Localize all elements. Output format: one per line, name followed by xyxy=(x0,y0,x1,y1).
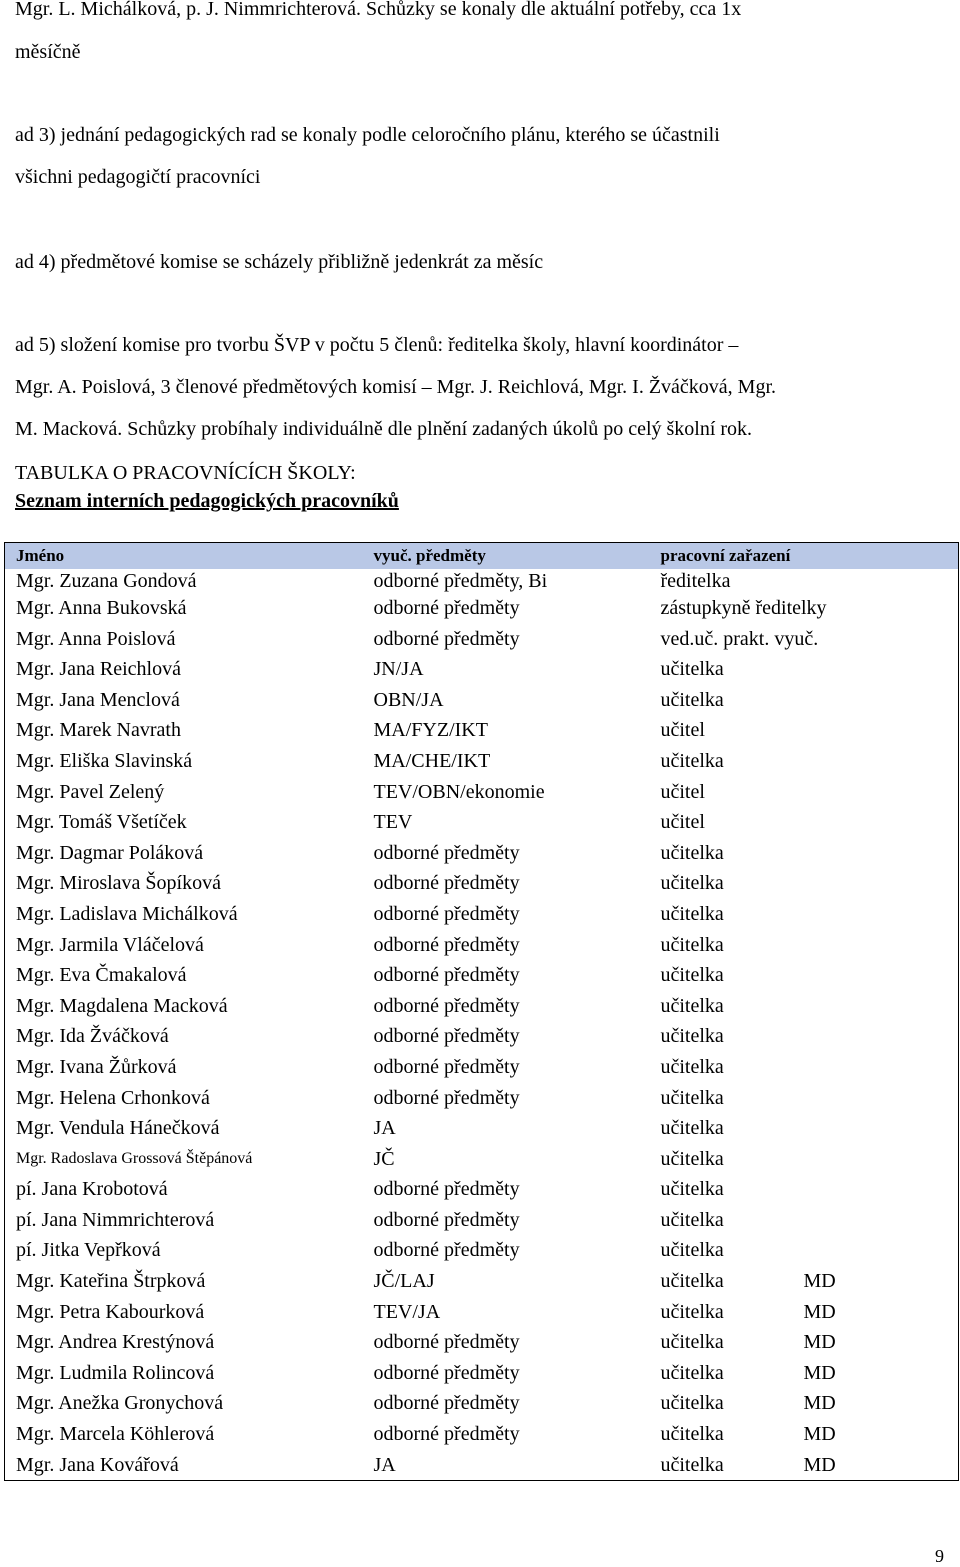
cell-name: Mgr. Tomáš Všetíček xyxy=(16,811,187,834)
cell-name: Mgr. Petra Kabourková xyxy=(16,1300,205,1323)
cell-position: učitelka xyxy=(660,688,724,711)
cell-subjects: odborné předměty xyxy=(373,964,520,987)
column-header-name: Jméno xyxy=(5,543,363,570)
cell-name: Mgr. Pavel Zelený xyxy=(16,780,165,803)
cell-subjects: MA/FYZ/IKT xyxy=(373,719,488,742)
cell-position: učitelka xyxy=(660,749,724,772)
cell-note xyxy=(793,838,959,869)
cell-name: pí. Jana Nimmrichterová xyxy=(16,1208,215,1231)
table-row xyxy=(5,1266,959,1297)
cell-position: ředitelka xyxy=(660,570,731,592)
table-row xyxy=(5,777,959,808)
cell-subjects: odborné předměty xyxy=(373,1086,520,1109)
cell-position: učitelka xyxy=(660,872,724,895)
cell-note xyxy=(793,1113,959,1144)
cell-name: Mgr. Jana Menclová xyxy=(16,688,180,711)
cell-name: Mgr. Ida Žváčková xyxy=(16,1025,169,1048)
cell-position: učitelka xyxy=(660,933,724,956)
page-number: 9 xyxy=(935,1546,944,1566)
table-row xyxy=(5,960,959,991)
cell-position: učitelka xyxy=(660,1392,724,1415)
cell-subjects: odborné předměty xyxy=(373,994,520,1017)
cell-subjects: odborné předměty xyxy=(373,597,520,619)
table-row xyxy=(5,868,959,899)
table-row xyxy=(5,1113,959,1144)
table-body xyxy=(5,569,959,1481)
cell-note xyxy=(793,1052,959,1083)
table-row xyxy=(5,930,959,961)
table-header-row xyxy=(5,543,959,570)
paragraph-line: ad 3) jednání pedagogických rad se konaly podle celoročního plánu, kterého se účastnili xyxy=(15,124,720,146)
cell-subjects: odborné předměty xyxy=(373,1055,520,1078)
cell-position: učitelka xyxy=(660,1361,724,1384)
paragraph-line: Mgr. L. Michálková, p. J. Nimmrichterová. Schůzky se konaly dle aktuální potřeby, cca 1x xyxy=(15,0,742,20)
cell-position: učitelka xyxy=(660,841,724,864)
cell-note xyxy=(793,1083,959,1114)
cell-note xyxy=(793,930,959,961)
table-row xyxy=(5,715,959,746)
cell-subjects: odborné předměty, Bi xyxy=(373,570,548,592)
table-heading xyxy=(15,459,399,515)
cell-note: MD xyxy=(803,1423,836,1446)
cell-note xyxy=(793,1174,959,1205)
cell-position: učitelka xyxy=(660,1300,724,1323)
cell-position: učitelka xyxy=(660,1331,724,1354)
cell-note xyxy=(793,746,959,777)
cell-subjects: odborné předměty xyxy=(373,1239,520,1262)
cell-note: MD xyxy=(803,1300,836,1323)
cell-position: učitelka xyxy=(660,1270,724,1293)
cell-position: učitelka xyxy=(660,1423,724,1446)
cell-position: učitelka xyxy=(660,1117,724,1140)
column-header-note xyxy=(793,543,959,570)
cell-note: MD xyxy=(803,1270,836,1293)
cell-position: učitelka xyxy=(660,1025,724,1048)
cell-name: Mgr. Anežka Gronychová xyxy=(16,1392,224,1415)
column-header-subjects: vyuč. předměty xyxy=(363,543,650,570)
cell-note xyxy=(793,569,959,593)
staff-table xyxy=(4,542,959,1481)
cell-name: Mgr. Jana Reichlová xyxy=(16,658,181,681)
cell-note xyxy=(793,1144,959,1175)
cell-subjects: odborné předměty xyxy=(373,841,520,864)
table-row xyxy=(5,1144,959,1175)
cell-position: učitelka xyxy=(660,1208,724,1231)
cell-name: Mgr. Helena Crhonková xyxy=(16,1086,210,1109)
table-row xyxy=(5,1358,959,1389)
table-row xyxy=(5,1021,959,1052)
cell-name: Mgr. Radoslava Grossová Štěpánová xyxy=(16,1149,253,1167)
cell-name: Mgr. Miroslava Šopíková xyxy=(16,872,221,895)
cell-name: pí. Jana Krobotová xyxy=(16,1178,168,1201)
cell-position: učitelka xyxy=(660,658,724,681)
cell-position: učitelka xyxy=(660,1453,724,1476)
cell-position: učitelka xyxy=(660,1147,724,1170)
cell-note xyxy=(793,685,959,716)
cell-subjects: TEV/OBN/ekonomie xyxy=(373,780,545,803)
cell-subjects: JN/JA xyxy=(373,658,424,681)
table-row xyxy=(5,624,959,655)
cell-subjects: odborné předměty xyxy=(373,1361,520,1384)
cell-subjects: odborné předměty xyxy=(373,1178,520,1201)
paragraph-line: ad 5) složení komise pro tvorbu ŠVP v počtu 5 členů: ředitelka školy, hlavní koordinátor – xyxy=(15,334,739,356)
table-row xyxy=(5,991,959,1022)
cell-position: ved.uč. prakt. vyuč. xyxy=(660,627,819,650)
cell-name: Mgr. Jarmila Vláčelová xyxy=(16,933,204,956)
cell-subjects: OBN/JA xyxy=(373,688,444,711)
cell-position: učitelka xyxy=(660,964,724,987)
cell-subjects: JČ/LAJ xyxy=(373,1270,435,1293)
cell-subjects: odborné předměty xyxy=(373,1423,520,1446)
cell-subjects: odborné předměty xyxy=(373,627,520,650)
cell-name: Mgr. Eva Čmakalová xyxy=(16,964,187,987)
cell-position: učitelka xyxy=(660,1239,724,1262)
table-row xyxy=(5,1052,959,1083)
table-row xyxy=(5,1235,959,1266)
cell-note xyxy=(793,777,959,808)
paragraph-line: Mgr. A. Poislová, 3 členové předmětových komisí – Mgr. J. Reichlová, Mgr. I. Žváčková, Mgr. xyxy=(15,376,777,398)
cell-note xyxy=(793,1021,959,1052)
table-row xyxy=(5,807,959,838)
paragraph-line: měsíčně xyxy=(15,41,81,63)
table-row xyxy=(5,838,959,869)
table-row xyxy=(5,1174,959,1205)
cell-name: Mgr. Vendula Hánečková xyxy=(16,1117,220,1140)
cell-note xyxy=(793,868,959,899)
column-header-position: pracovní zařazení xyxy=(650,543,793,570)
cell-name: Mgr. Jana Kovářová xyxy=(16,1453,179,1476)
cell-note xyxy=(793,991,959,1022)
table-row xyxy=(5,899,959,930)
cell-position: učitelka xyxy=(660,902,724,925)
cell-note: MD xyxy=(803,1331,836,1354)
cell-name: Mgr. Marcela Köhlerová xyxy=(16,1423,215,1446)
cell-name: Mgr. Kateřina Štrpková xyxy=(16,1270,206,1293)
cell-position: zástupkyně ředitelky xyxy=(660,597,827,619)
cell-position: učitelka xyxy=(660,994,724,1017)
cell-name: Mgr. Andrea Krestýnová xyxy=(16,1331,215,1354)
table-row xyxy=(5,1205,959,1236)
cell-name: Mgr. Marek Navrath xyxy=(16,719,181,742)
table-row xyxy=(5,1450,959,1481)
cell-subjects: odborné předměty xyxy=(373,933,520,956)
cell-note xyxy=(793,1235,959,1266)
cell-note xyxy=(793,1205,959,1236)
cell-note: MD xyxy=(803,1361,836,1384)
cell-name: Mgr. Anna Poislová xyxy=(16,627,176,650)
cell-name: Mgr. Zuzana Gondová xyxy=(16,570,197,592)
cell-name: Mgr. Ludmila Rolincová xyxy=(16,1361,215,1384)
table-row xyxy=(5,1083,959,1114)
cell-subjects: odborné předměty xyxy=(373,1025,520,1048)
table-row xyxy=(5,569,959,593)
cell-position: učitelka xyxy=(660,1086,724,1109)
cell-note: MD xyxy=(803,1392,836,1415)
cell-name: Mgr. Ladislava Michálková xyxy=(16,902,238,925)
table-row xyxy=(5,1419,959,1450)
cell-position: učitel xyxy=(660,780,705,803)
cell-subjects: odborné předměty xyxy=(373,1392,520,1415)
cell-position: učitelka xyxy=(660,1178,724,1201)
table-row xyxy=(5,654,959,685)
table-title: TABULKA O PRACOVNÍCÍCH ŠKOLY: xyxy=(15,462,356,484)
table-row xyxy=(5,1297,959,1328)
cell-name: Mgr. Eliška Slavinská xyxy=(16,749,193,772)
paragraph-line: M. Macková. Schůzky probíhaly individuálně dle plnění zadaných úkolů po celý školní rok. xyxy=(15,418,753,440)
table-subtitle: Seznam interních pedagogických pracovníků xyxy=(15,490,399,512)
paragraph-line: ad 4) předmětové komise se scházely přibližně jedenkrát za měsíc xyxy=(15,251,544,273)
table-row xyxy=(5,685,959,716)
cell-name: pí. Jitka Vepřková xyxy=(16,1239,161,1262)
cell-name: Mgr. Ivana Žůrková xyxy=(16,1055,177,1078)
cell-note xyxy=(793,807,959,838)
cell-position: učitel xyxy=(660,719,705,742)
paragraph-line: všichni pedagogičtí pracovníci xyxy=(15,166,261,188)
cell-subjects: MA/CHE/IKT xyxy=(373,749,491,772)
cell-subjects: TEV/JA xyxy=(373,1300,441,1323)
cell-subjects: odborné předměty xyxy=(373,872,520,895)
table-row xyxy=(5,1388,959,1419)
cell-note xyxy=(793,899,959,930)
cell-subjects: JČ xyxy=(373,1147,395,1170)
cell-name: Mgr. Anna Bukovská xyxy=(16,597,187,619)
cell-subjects: JA xyxy=(373,1453,396,1476)
cell-note xyxy=(793,715,959,746)
cell-position: učitel xyxy=(660,811,705,834)
cell-subjects: odborné předměty xyxy=(373,1208,520,1231)
table-row xyxy=(5,1327,959,1358)
table-row xyxy=(5,593,959,624)
cell-subjects: odborné předměty xyxy=(373,1331,520,1354)
table-row xyxy=(5,746,959,777)
cell-subjects: JA xyxy=(373,1117,396,1140)
cell-subjects: odborné předměty xyxy=(373,902,520,925)
cell-name: Mgr. Dagmar Poláková xyxy=(16,841,204,864)
cell-position: učitelka xyxy=(660,1055,724,1078)
cell-note: MD xyxy=(803,1453,836,1476)
cell-subjects: TEV xyxy=(373,811,413,834)
cell-note xyxy=(793,960,959,991)
cell-note xyxy=(793,654,959,685)
cell-name: Mgr. Magdalena Macková xyxy=(16,994,228,1017)
